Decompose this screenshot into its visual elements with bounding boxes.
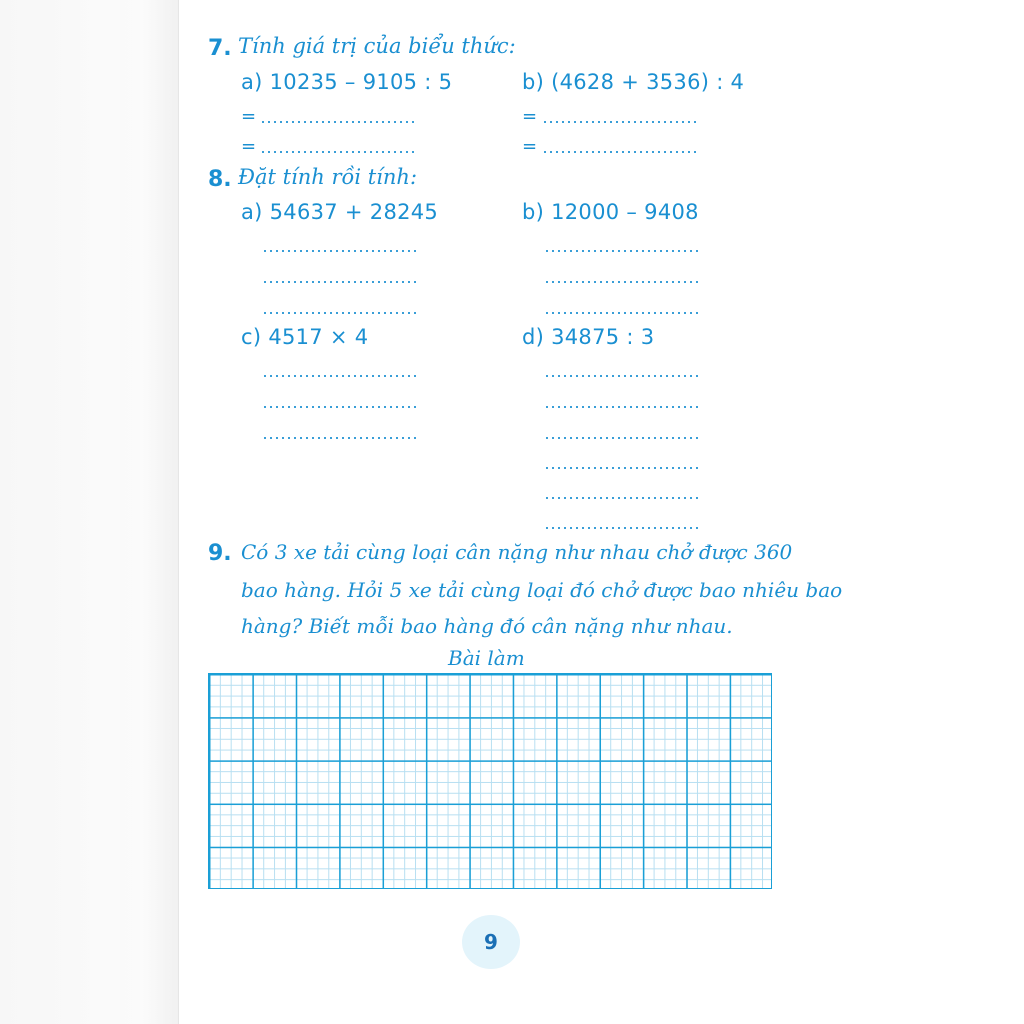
exercise-8b-work-line[interactable] bbox=[544, 250, 700, 252]
exercise-8-title: Đặt tính rồi tính: bbox=[238, 165, 418, 189]
exercise-8c-expression: c) 4517 × 4 bbox=[241, 325, 369, 349]
exercise-8d-work-line[interactable] bbox=[544, 375, 700, 377]
page-margin-shade bbox=[0, 0, 179, 1024]
exercise-7-number: 7. bbox=[208, 36, 232, 61]
answer-grid[interactable] bbox=[208, 673, 772, 889]
exercise-8b-work-line[interactable] bbox=[544, 281, 700, 283]
exercise-9-number: 9. bbox=[208, 541, 232, 566]
page-number-text: 9 bbox=[484, 930, 498, 954]
exercise-7a-equals-1: = bbox=[241, 106, 257, 127]
exercise-7-title: Tính giá trị của biểu thức: bbox=[238, 34, 516, 58]
exercise-8d-work-line[interactable] bbox=[544, 467, 700, 469]
exercise-8a-work-line[interactable] bbox=[262, 312, 418, 314]
exercise-8b-expression: b) 12000 – 9408 bbox=[522, 200, 699, 224]
exercise-8d-work-line[interactable] bbox=[544, 406, 700, 408]
exercise-8-number: 8. bbox=[208, 167, 232, 192]
page-number bbox=[462, 915, 520, 969]
exercise-8c-work-line[interactable] bbox=[262, 406, 418, 408]
exercise-7b-expression: b) (4628 + 3536) : 4 bbox=[522, 70, 745, 94]
exercise-7a-answer-line-2[interactable] bbox=[260, 151, 416, 153]
exercise-7b-answer-line-1[interactable] bbox=[542, 121, 698, 123]
exercise-8c-work-line[interactable] bbox=[262, 437, 418, 439]
exercise-8a-work-line[interactable] bbox=[262, 250, 418, 252]
work-area-label: Bài làm bbox=[448, 646, 525, 670]
exercise-9-text-line-1: Có 3 xe tải cùng loại cân nặng như nhau chở được 360 bbox=[241, 540, 793, 564]
exercise-7b-equals-2: = bbox=[522, 136, 538, 157]
exercise-7a-expression: a) 10235 – 9105 : 5 bbox=[241, 70, 453, 94]
exercise-7a-answer-line-1[interactable] bbox=[260, 121, 416, 123]
exercise-8b-work-line[interactable] bbox=[544, 312, 700, 314]
exercise-8c-work-line[interactable] bbox=[262, 375, 418, 377]
exercise-7b-equals-1: = bbox=[522, 106, 538, 127]
exercise-7a-equals-2: = bbox=[241, 136, 257, 157]
exercise-8d-work-line[interactable] bbox=[544, 497, 700, 499]
exercise-8d-work-line[interactable] bbox=[544, 527, 700, 529]
exercise-7b-answer-line-2[interactable] bbox=[542, 151, 698, 153]
exercise-8a-work-line[interactable] bbox=[262, 281, 418, 283]
exercise-9-text-line-3: hàng? Biết mỗi bao hàng đó cân nặng như nhau. bbox=[241, 614, 733, 638]
exercise-8d-work-line[interactable] bbox=[544, 437, 700, 439]
exercise-8a-expression: a) 54637 + 28245 bbox=[241, 200, 439, 224]
exercise-8d-expression: d) 34875 : 3 bbox=[522, 325, 655, 349]
exercise-9-text-line-2: bao hàng. Hỏi 5 xe tải cùng loại đó chở được bao nhiêu bao bbox=[241, 578, 843, 602]
